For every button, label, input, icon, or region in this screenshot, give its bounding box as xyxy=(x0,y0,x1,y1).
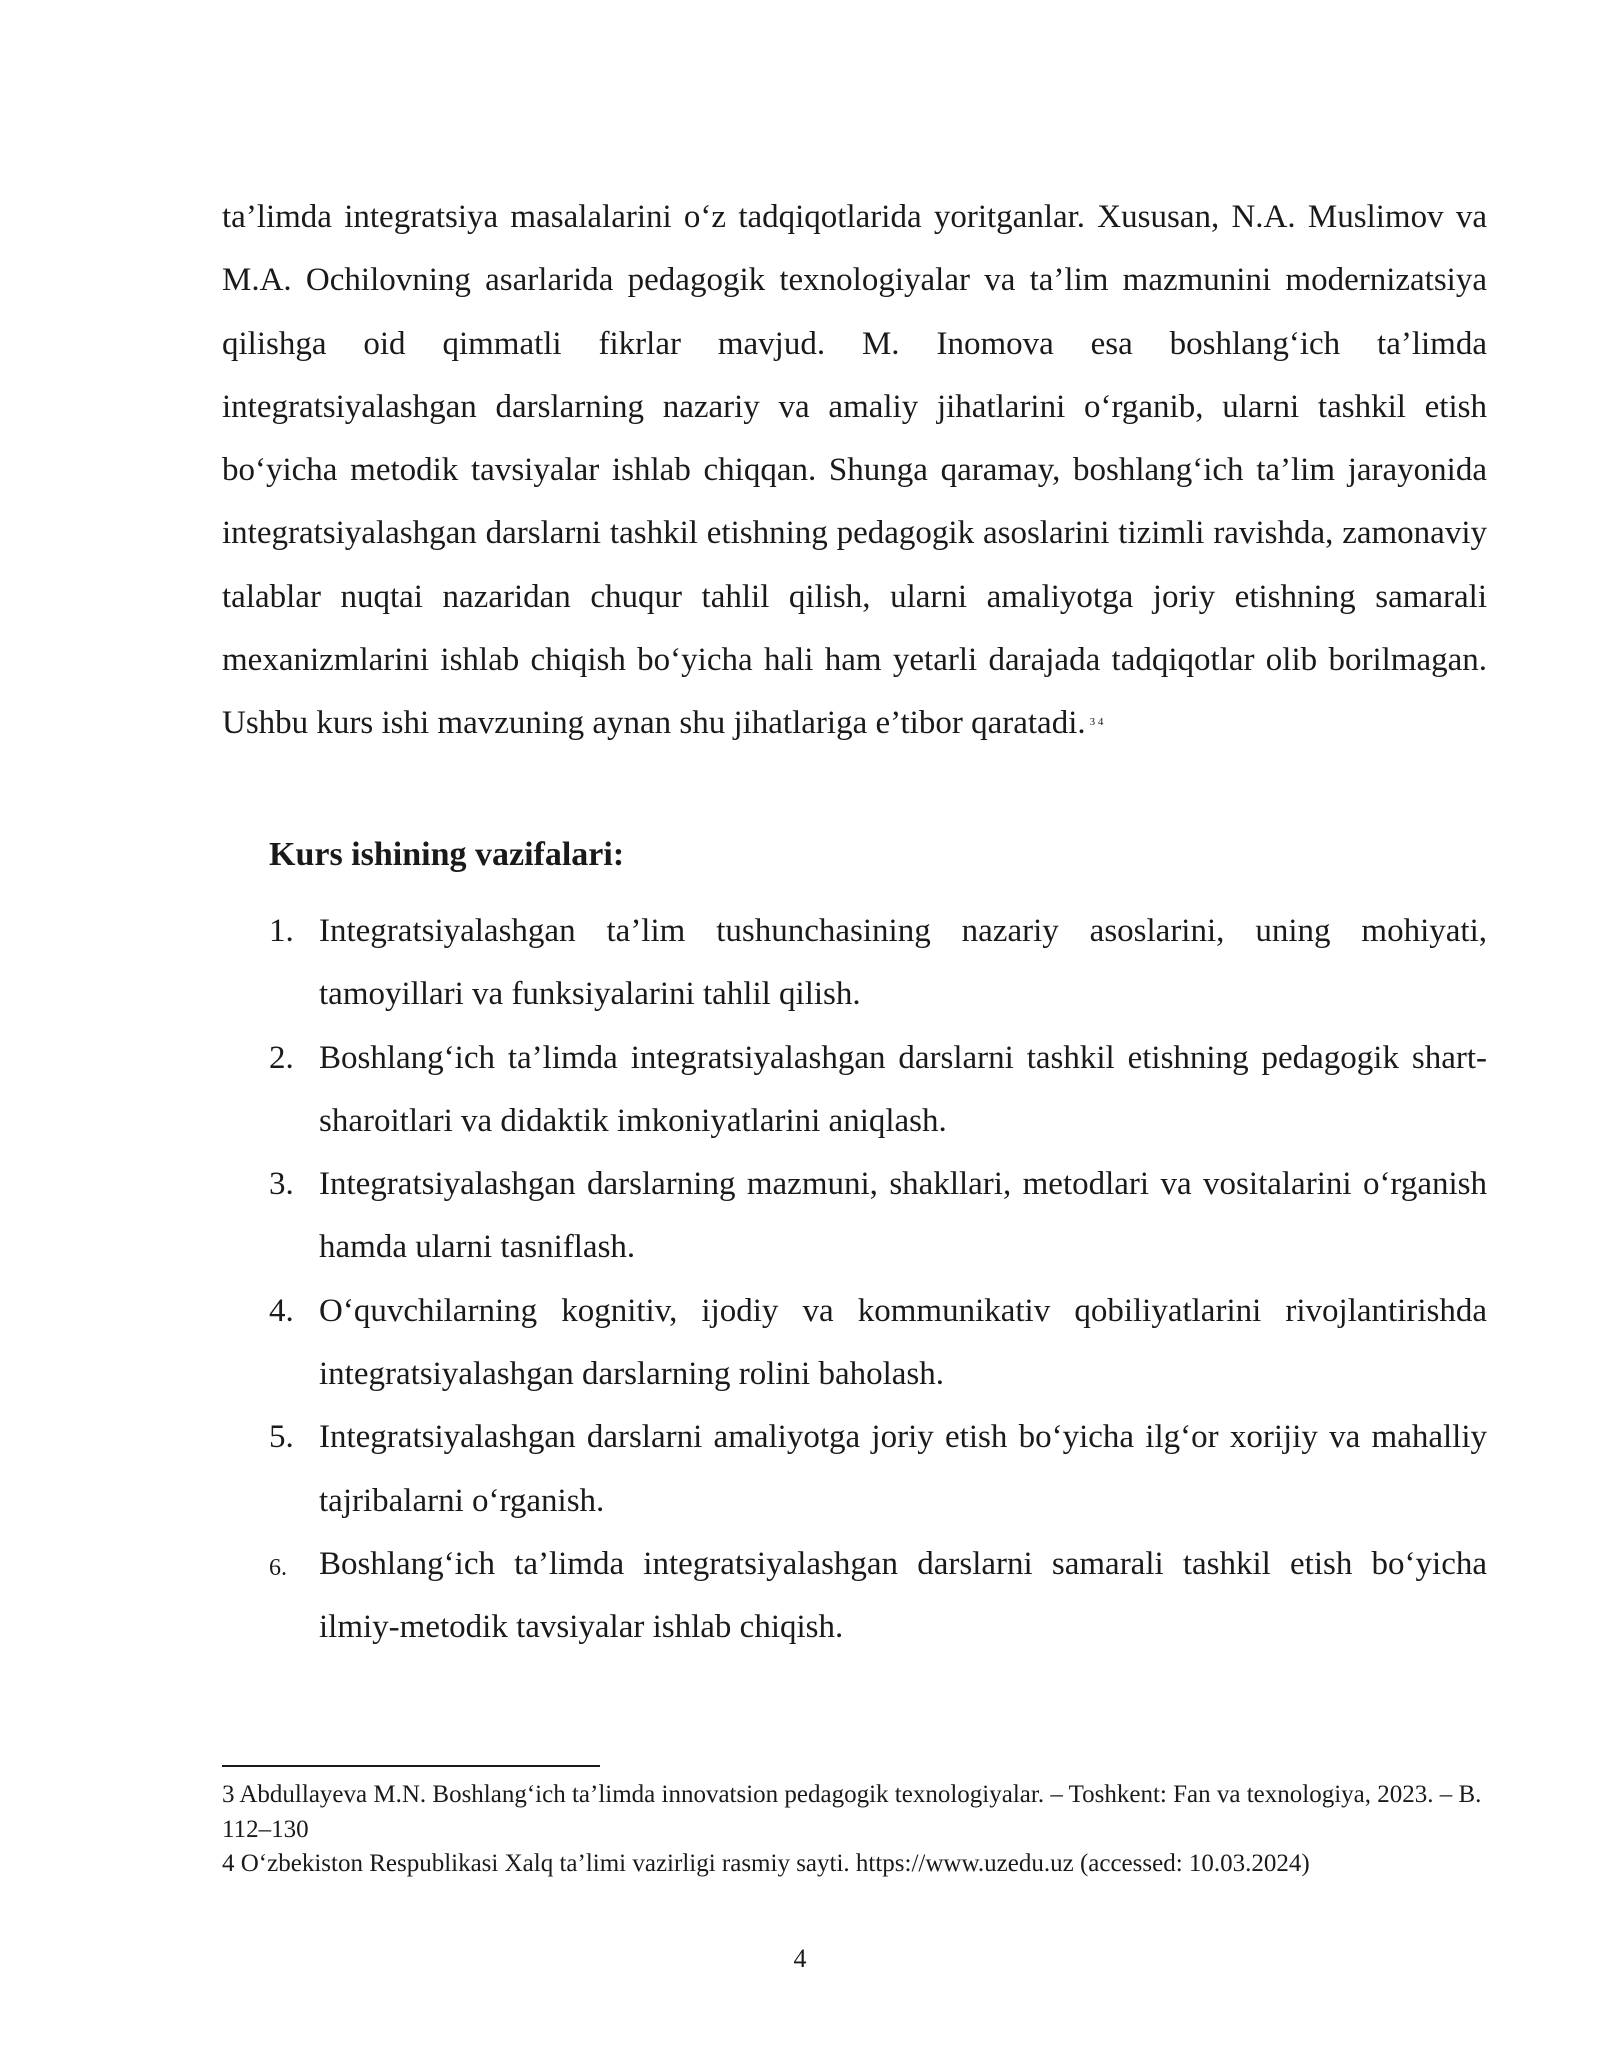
list-item-text: O‘quvchilarning kognitiv, ijodiy va kommunikativ qobiliyatlarini rivojlantirishda integratsiyalashgan darslarning rolini baholash. xyxy=(319,1292,1487,1393)
list-item xyxy=(222,1406,1487,1533)
list-item-number: 2. xyxy=(269,1039,294,1076)
footnote-3: 3 Abdullayeva M.N. Boshlang‘ich ta’limda innovatsion pedagogik texnologiyalar. – Toshkent: Fan va texnologiya, 2023. – B. 112–130 xyxy=(222,1781,1482,1843)
footnotes xyxy=(222,1778,1487,1882)
list-item-text: Integratsiyalashgan ta’lim tushunchasining nazariy asoslarini, uning mohiyati, tamoyillari va funksiyalarini tahlil qilish. xyxy=(319,913,1487,1013)
page-number: 4 xyxy=(793,1944,807,1973)
list-item-number: 4. xyxy=(269,1292,294,1329)
list-item-number: 5. xyxy=(269,1419,294,1456)
list-item-text: Integratsiyalashgan darslarning mazmuni, shakllari, metodlari va vositalarini o‘rganish hamda ularni tasniflash. xyxy=(319,1166,1487,1266)
list-item xyxy=(222,900,1487,1027)
list-item xyxy=(222,1153,1487,1280)
list-item-number: 3. xyxy=(269,1166,294,1203)
list-item-text: Boshlang‘ich ta’limda integratsiyalashgan darslarni samarali tashkil etish bo‘yicha ilmiy-metodik tavsiyalar ishlab chiqish. xyxy=(319,1545,1487,1646)
list-item-number: 1. xyxy=(269,913,294,949)
footnote-4: 4 O‘zbekiston Respublikasi Xalq ta’limi vazirligi rasmiy sayti. https://www.uzedu.uz (accessed: 10.03.2024) xyxy=(222,1850,1310,1877)
list-item xyxy=(222,1027,1487,1154)
list-item-text: Boshlang‘ich ta’limda integratsiyalashgan darslarni tashkil etishning pedagogik shart-sharoitlari va didaktik imkoniyatlarini aniqlash. xyxy=(319,1039,1487,1139)
body-paragraph xyxy=(222,186,1487,756)
list-item xyxy=(222,1533,1487,1660)
body-paragraph-text: ta’limda integratsiya masalalarini o‘z tadqiqotlarida yoritganlar. Xususan, N.A. Muslimov va M.A. Ochilovning asarlarida pedagogik texnologiyalar va ta’lim mazmunini modernizatsiya qilishga oid qimmatli fikrlar mavjud. M. Inomova esa boshlang‘ich ta’limda integratsiyalashgan darslarning nazariy va amaliy jihatlarini o‘rganib, ularni tashkil etish bo‘yicha metodik tavsiyalar ishlab chiqqan. Shunga qaramay, boshlang‘ich ta’lim jarayonida integratsiyalashgan darslarni tashkil etishning pedagogik asoslarini tizimli ravishda, zamonaviy talablar nuqtai nazaridan chuqur tahlil qilish, ularni amaliyotga joriy etishning samarali mexanizmlarini ishlab chiqish bo‘yicha hali ham yetarli darajada tadqiqotlar olib borilmagan. Ushbu kurs ishi mavzuning aynan shu jihatlariga e’tibor qaratadi. xyxy=(222,199,1487,742)
list-item-text: Integratsiyalashgan darslarni amaliyotga joriy etish bo‘yicha ilg‘or xorijiy va mahalliy tajribalarni o‘rganish. xyxy=(319,1419,1487,1519)
task-list xyxy=(222,900,1487,1660)
footnote-separator xyxy=(222,1765,600,1767)
footnote-references: 3 4 xyxy=(1089,716,1104,729)
section-heading: Kurs ishining vazifalari: xyxy=(269,836,625,873)
list-item xyxy=(222,1280,1487,1407)
list-item-number: 6. xyxy=(269,1554,287,1581)
